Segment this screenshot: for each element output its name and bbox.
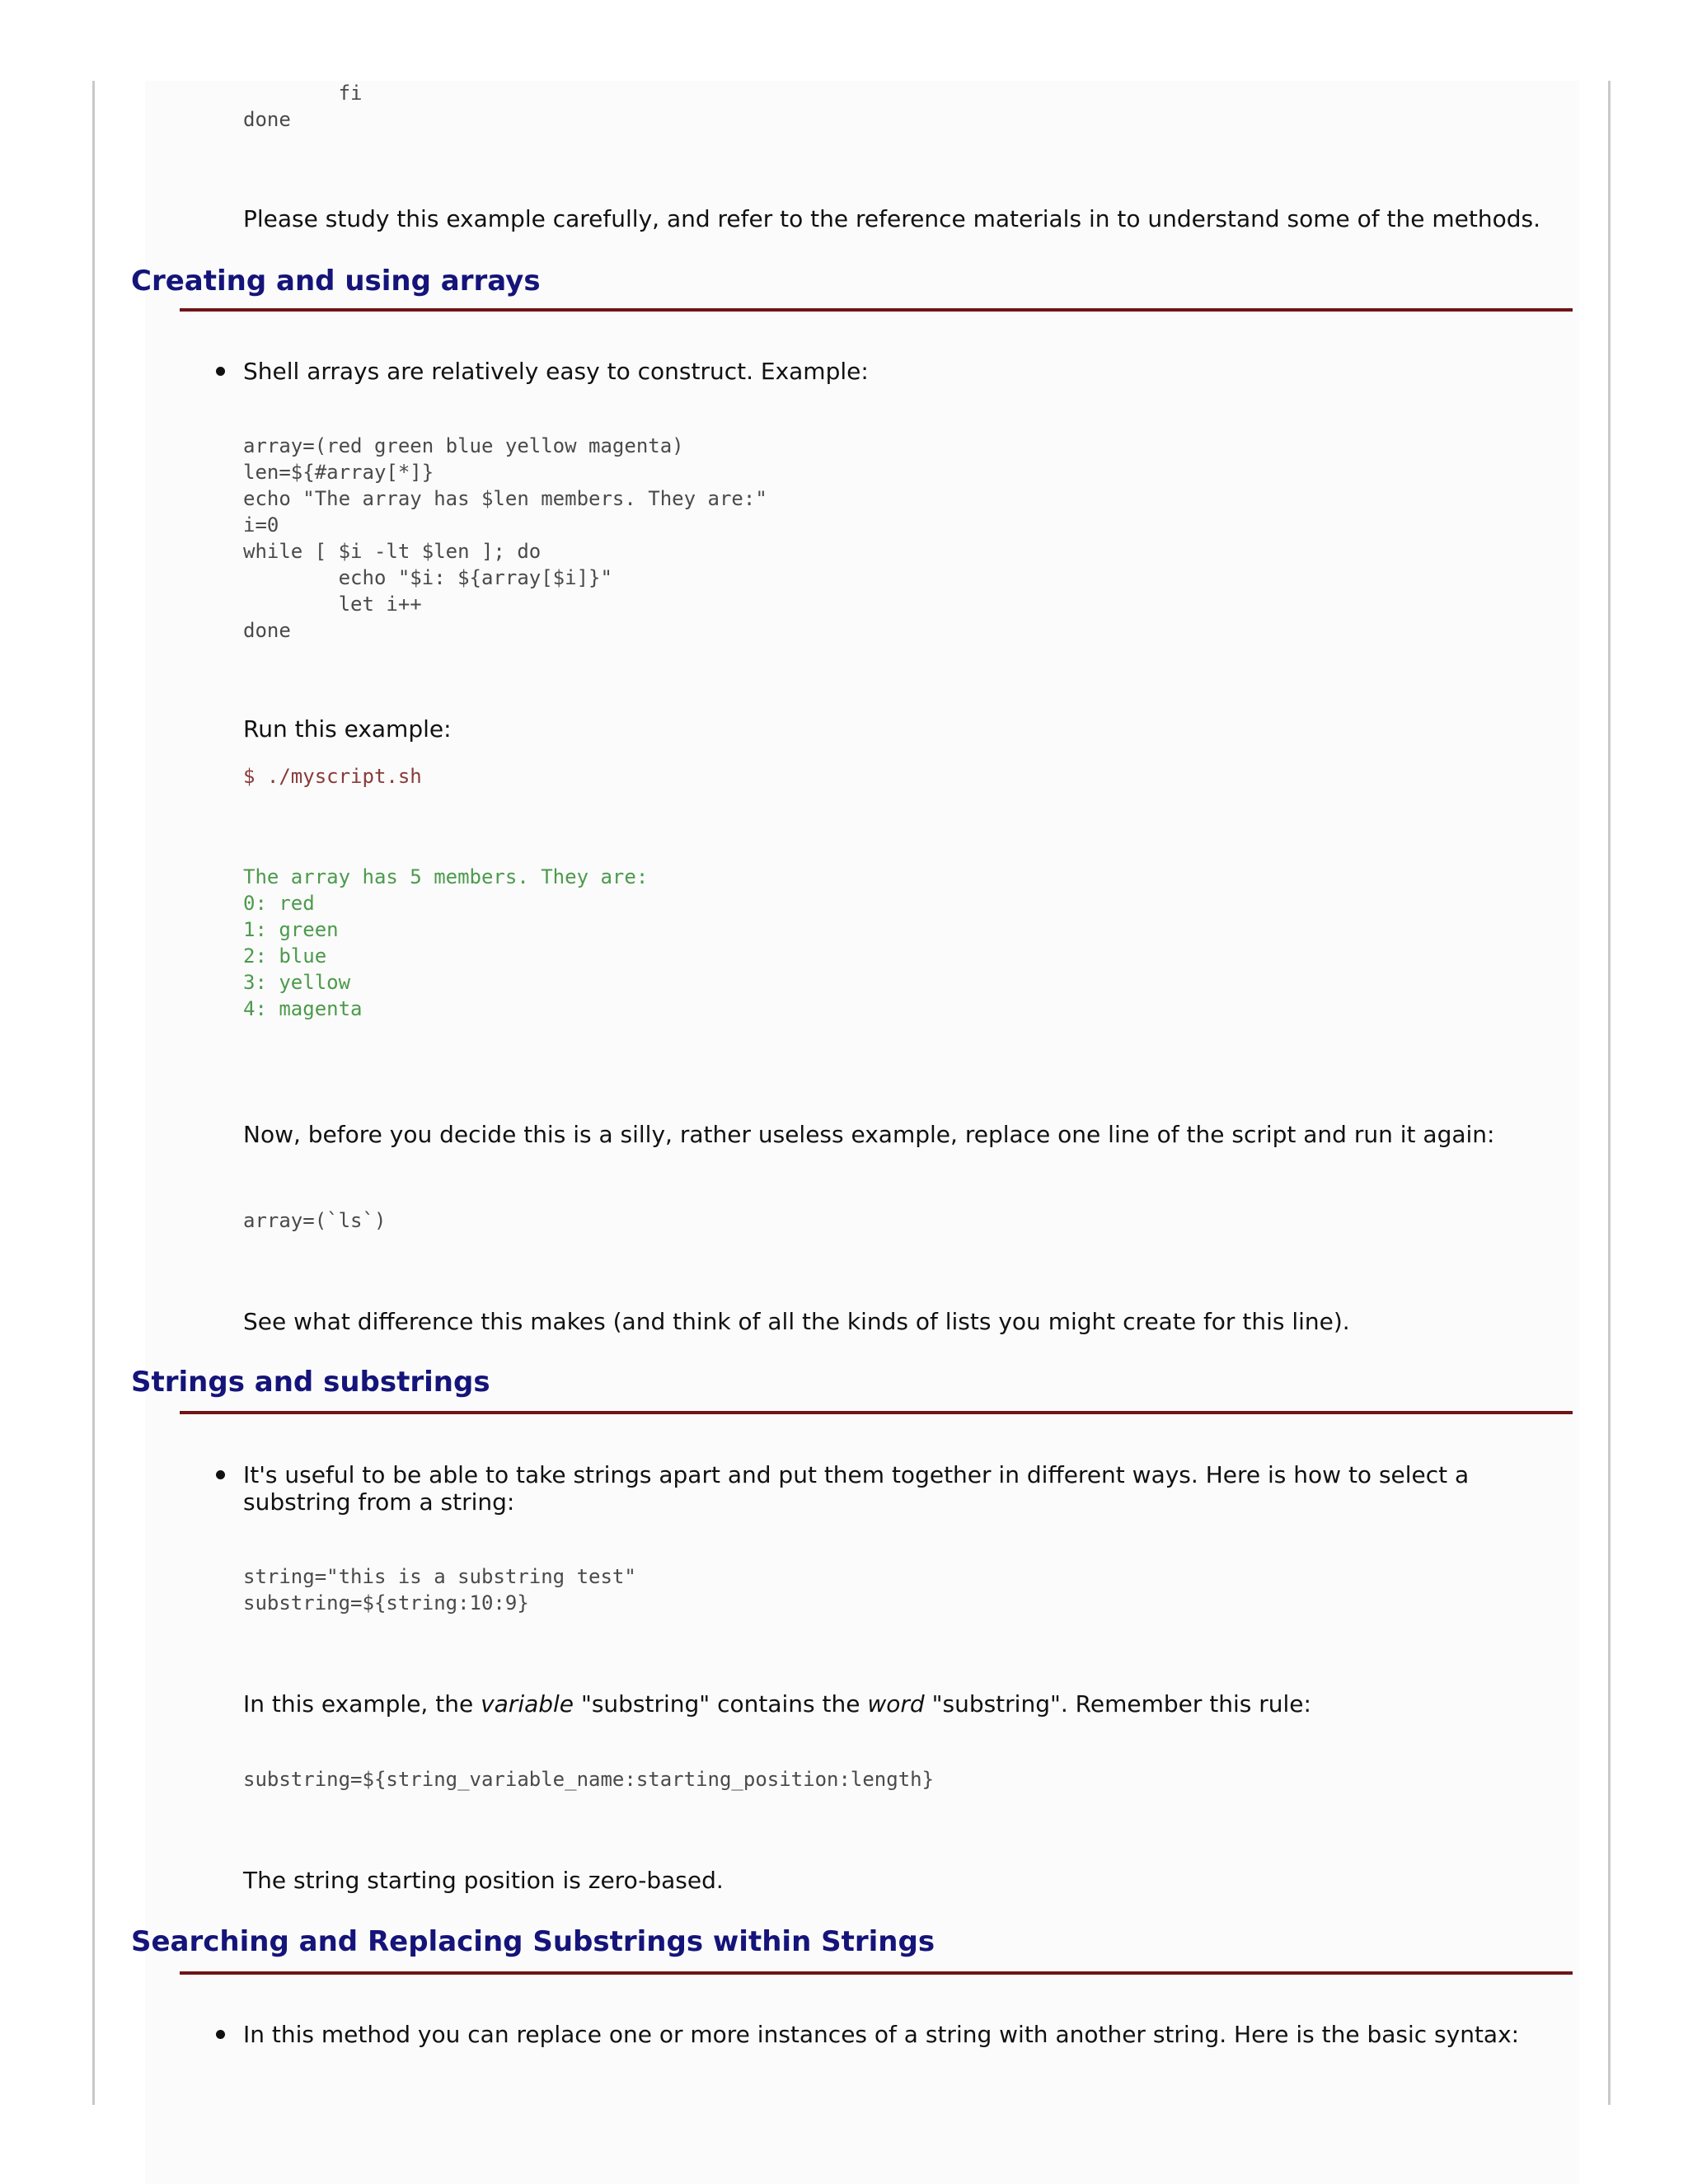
- paragraph-zero-based: The string starting position is zero-based.: [243, 1867, 724, 1894]
- paragraph-run-label: Run this example:: [243, 715, 452, 743]
- paragraph-example-text: "substring". Remember this rule:: [924, 1690, 1311, 1718]
- emphasis-variable: variable: [481, 1690, 574, 1718]
- section-divider: [180, 308, 1573, 312]
- paragraph-example-text: In this example, the: [243, 1690, 481, 1718]
- bullet-icon: [216, 1470, 225, 1479]
- code-block-tail: fi done: [243, 82, 363, 131]
- section-divider: [180, 1971, 1573, 1975]
- command-line: $ ./myscript.sh: [243, 765, 422, 788]
- list-item-arrays: Shell arrays are relatively easy to construct. Example:: [243, 358, 869, 385]
- command-output: The array has 5 members. They are: 0: red 1: green 2: blue 3: yellow 4: magenta: [243, 865, 649, 1020]
- code-block-ls: array=(`ls`): [243, 1209, 387, 1232]
- paragraph-example: [243, 1690, 1311, 1718]
- section-divider: [180, 1411, 1573, 1414]
- code-block-substring: string="this is a substring test" substring=${string:10:9}: [243, 1565, 636, 1615]
- code-block-array-example: array=(red green blue yellow magenta) len=${#array[*]} echo "The array has $len members. They are:" i=0 while [ $i -lt $len ]; do echo "$i: ${array[$i]}" let i++ done: [243, 434, 767, 642]
- emphasis-word: word: [867, 1690, 925, 1718]
- bullet-icon: [216, 2030, 225, 2039]
- heading-strings-substrings: Strings and substrings: [131, 1366, 490, 1399]
- code-block-rule: substring=${string_variable_name:starting_position:length}: [243, 1768, 935, 1791]
- bullet-icon: [216, 367, 225, 376]
- paragraph-see: See what difference this makes (and think of all the kinds of lists you might create for this line).: [243, 1308, 1350, 1335]
- paragraph-study: Please study this example carefully, and refer to the reference materials in to understand some of the methods.: [243, 205, 1541, 232]
- list-item-substrings: It's useful to be able to take strings apart and put them together in different ways. Here is how to select a substring from a string:: [243, 1461, 1470, 1516]
- paragraph-now: Now, before you decide this is a silly, rather useless example, replace one line of the script and run it again:: [243, 1121, 1495, 1148]
- heading-search-replace: Searching and Replacing Substrings within Strings: [131, 1925, 935, 1958]
- heading-creating-arrays: Creating and using arrays: [131, 265, 541, 298]
- paragraph-example-text: "substring" contains the: [574, 1690, 868, 1718]
- list-item-replace: In this method you can replace one or more instances of a string with another string. Here is the basic syntax:: [243, 2021, 1520, 2048]
